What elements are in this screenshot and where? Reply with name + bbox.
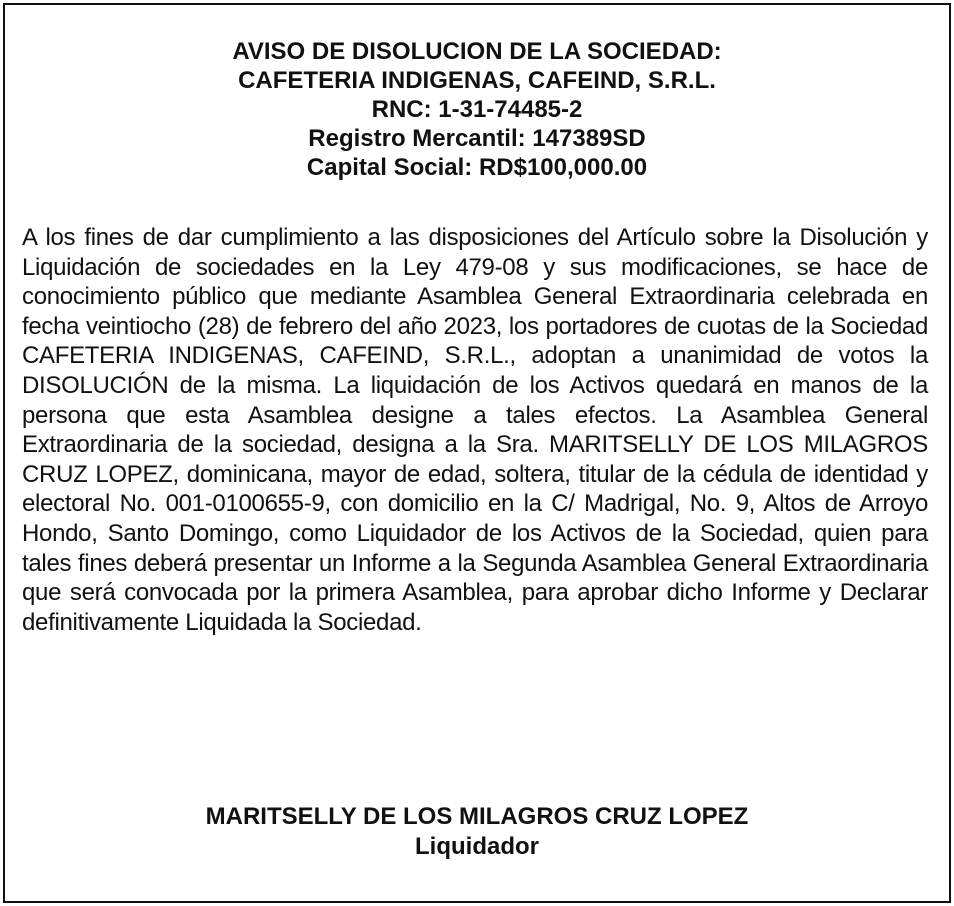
notice-frame <box>3 3 951 903</box>
signature-block <box>5 802 949 862</box>
mercantile-registry: Registro Mercantil: 147389SD <box>308 125 646 152</box>
notice-title: AVISO DE DISOLUCION DE LA SOCIEDAD: <box>232 38 722 65</box>
signatory-role: Liquidador <box>415 833 539 860</box>
notice-body: A los fines de dar cumplimiento a las disposiciones del Artículo sobre la Disolución y Liquidación de sociedades en la Ley 479-08 y sus modificaciones, se hace de conocimiento público que mediante Asamblea General Extraordinaria celebrada en fecha veintiocho (28) de febrero del año 2023, los portadores de cuotas de la Sociedad CAFETERIA INDIGENAS, CAFEIND, S.R.L., adoptan a unanimidad de votos la DISOLUCIÓN de la misma. La liquidación de los Activos quedará en manos de la persona que esta Asamblea designe a tales efectos. La Asamblea General Extraordinaria de la sociedad, designa a la Sra. MARITSELLY DE LOS MILAGROS CRUZ LOPEZ, dominicana, mayor de edad, soltera, titular de la cédula de identidad y electoral No. 001-0100655-9, con domicilio en la C/ Madrigal, No. 9, Altos de Arroyo Hondo, Santo Domingo, como Liquidador de los Activos de la Sociedad, quien para tales fines deberá presentar un Informe a la Segunda Asamblea General Extraordinaria que será convocada por la primera Asamblea, para aprobar dicho Informe y Declarar definitivamente Liquidada la Sociedad. <box>22 224 928 636</box>
rnc-number: RNC: 1-31-74485-2 <box>371 96 583 123</box>
company-name: CAFETERIA INDIGENAS, CAFEIND, S.R.L. <box>238 67 716 94</box>
social-capital: Capital Social: RD$100,000.00 <box>306 154 648 181</box>
notice-header <box>5 37 949 182</box>
signatory-name: MARITSELLY DE LOS MILAGROS CRUZ LOPEZ <box>205 803 749 830</box>
